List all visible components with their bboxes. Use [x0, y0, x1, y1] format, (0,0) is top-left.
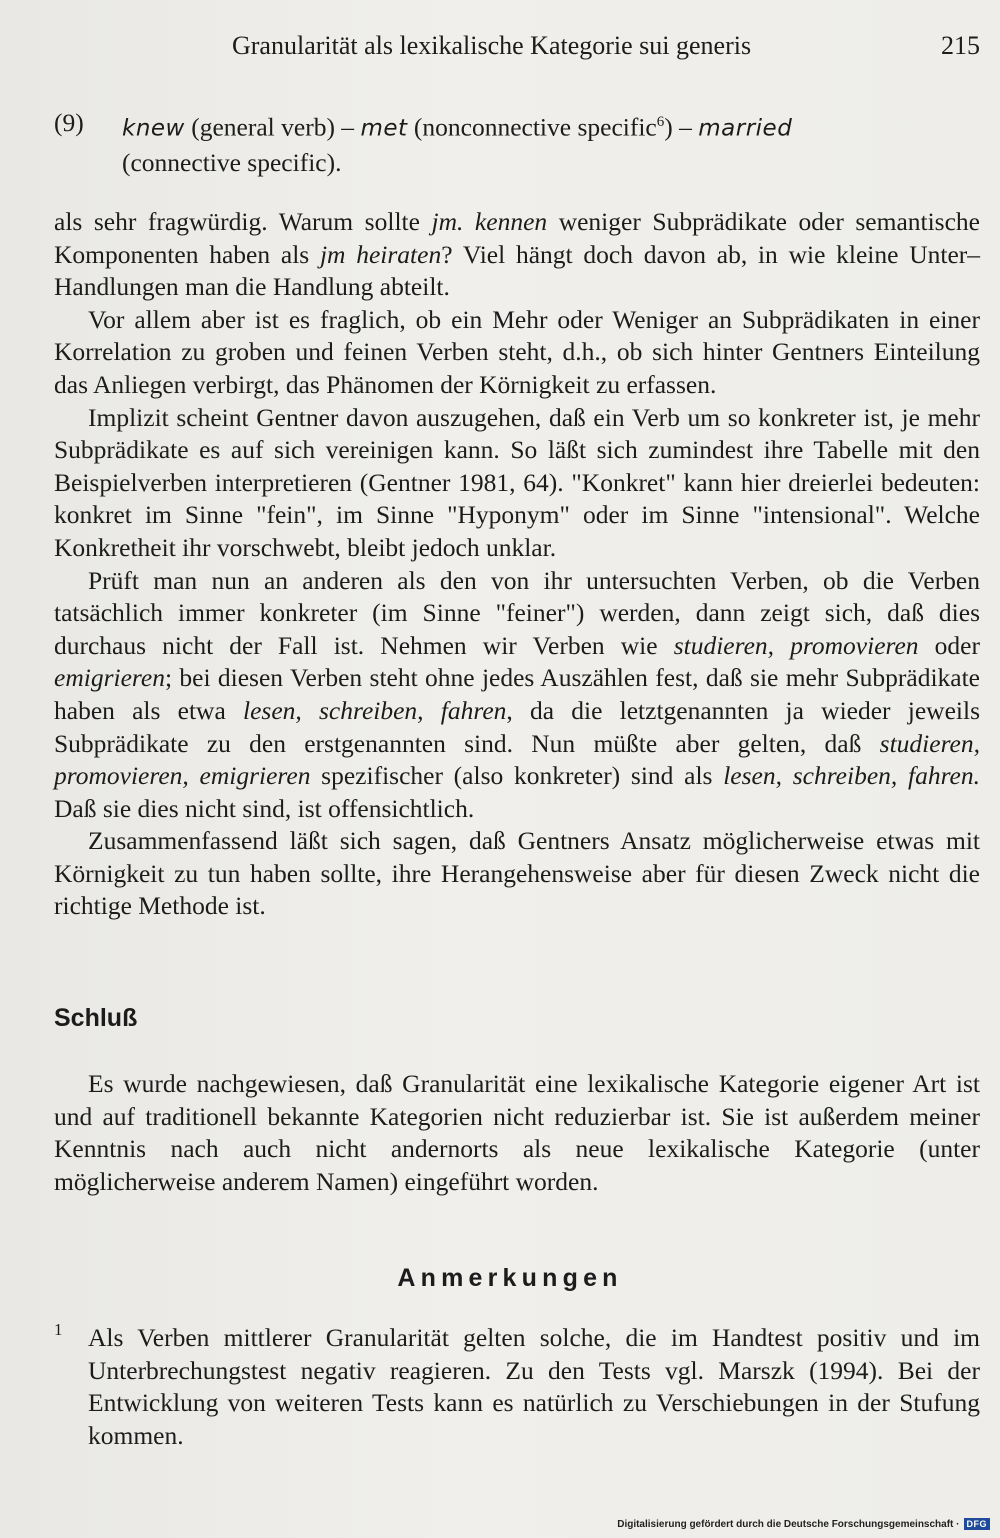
italic-term: emigrieren [54, 663, 165, 693]
italic-term: lesen, schreiben, fahren. [723, 761, 980, 791]
digitization-footer [617, 1518, 990, 1530]
text-run: , da die letztgenannten ja wieder jeweils Subprädikate zu den erstgenannten sind. Nun müßte aber gelten, daß [54, 695, 980, 758]
italic-term: jm. kennen [431, 207, 548, 236]
dfg-logo-icon: DFG [964, 1518, 991, 1530]
example-text: (nonconnective specific [407, 112, 657, 142]
text-run: Daß sie dies nicht sind, ist offensichtlich. [54, 793, 475, 823]
italic-term: studieren, promovieren, emigrieren [54, 728, 980, 791]
paragraph: Es wurde nachgewiesen, daß Granularität eine lexikalische Kategorie eigener Art ist und auf traditionell bekannte Kategorien nicht reduzierbar ist. Sie ist außerdem meiner Kenntnis nach auch nicht andernorts als neue lexikalische Kategorie (unter möglicherweise anderem Namen) eingeführt worden. [54, 1069, 980, 1196]
example-word-knew: knew [122, 115, 185, 142]
paragraph: Zusammenfassend läßt sich sagen, daß Gentners Ansatz möglicherweise etwas mit Körnigkeit zu tun haben sollte, ihre Herangehensweise aber für diesen Zweck nicht die richtige Methode ist. [54, 826, 980, 921]
text-run: ; bei diesen Verben steht ohne jedes Auszählen fest, daß sie mehr Subprädikate haben als etwa [54, 663, 980, 725]
text-run: als sehr fragwürdig. Warum sollte [54, 207, 432, 236]
section-heading-schluss: Schluß [54, 1004, 138, 1032]
example-text: ) – [664, 112, 699, 142]
text-run: oder [918, 630, 980, 660]
text-run: spezifischer (also konkreter) sind als [310, 761, 724, 791]
footer-text: Digitalisierung gefördert durch die Deutsche Forschungsgemeinschaft · [617, 1518, 960, 1530]
text-run: ? Viel hängt doch davon ab, in wie kleine Unter–Handlungen man die Handlung abteilt. [54, 239, 981, 302]
footnote-text: Als Verben mittlerer Granularität gelten solche, die im Handtest positiv und im Unterbrechungstest negativ reagieren. Zu den Tests vgl. Marszk (1994). Bei der Entwicklung von weiteren Tests kann es natürlich zu Verschiebungen in der Stufung kommen. [88, 1323, 980, 1450]
italic-term: studieren, promovieren [673, 630, 919, 660]
paragraph: Vor allem aber ist es fraglich, ob ein Mehr oder Weniger an Subprädikaten in einer Korrelation zu groben und feinen Verben steht, d.h., ob sich hinter Gentners Einteilung das Anliegen verbirgt, das Phänomen der Körnigkeit zu erfassen. [54, 304, 980, 399]
example-text: (general verb) – [184, 112, 361, 142]
footnote-ref: 6 [656, 114, 665, 130]
example-9 [54, 106, 980, 179]
example-text: (connective specific). [122, 147, 342, 177]
italic-term: lesen, schreiben, fahren [243, 695, 507, 725]
paragraph [54, 206, 980, 304]
main-text [54, 206, 980, 923]
example-body [122, 106, 980, 179]
footnote-1 [54, 1322, 980, 1452]
example-word-met: met [360, 115, 408, 142]
example-word-married: married [698, 115, 793, 142]
text-run: weniger Subprädikate oder semantische Komponenten haben als [54, 207, 980, 269]
footnote-mark: 1 [54, 1320, 63, 1339]
running-header-title: Granularität als lexikalische Kategorie sui generis [232, 31, 752, 60]
text-run: Prüft man nun an anderen als den von ihr untersuchten Verben, ob die Verben tatsächlich immer konkreter (im Sinne "feiner") werden, dann zeigt sich, daß dies durchaus nicht der Fall ist. Nehmen wir Verben wie [54, 565, 980, 660]
paragraph: Implizit scheint Gentner davon auszugehen, daß ein Verb um so konkreter ist, je mehr Subprädikate es auf sich vereinigen kann. So läßt sich zumindest ihre Tabelle mit den Beispielverben interpretieren (Gentner 1981, 64). "Konkret" kann hier dreierlei bedeuten: konkret im Sinne "fein", im Sinne "Hyponym" oder im Sinne "intensional". Welche Konkretheit ihr vorschwebt, bleibt jedoch unklar. [54, 402, 980, 562]
italic-term: jm heiraten [319, 239, 442, 269]
page-number: 215 [941, 31, 980, 60]
schluss-section [54, 1068, 980, 1198]
paragraph [54, 565, 980, 826]
example-number: (9) [54, 108, 84, 137]
section-heading-anmerkungen: Anmerkungen [397, 1264, 623, 1292]
